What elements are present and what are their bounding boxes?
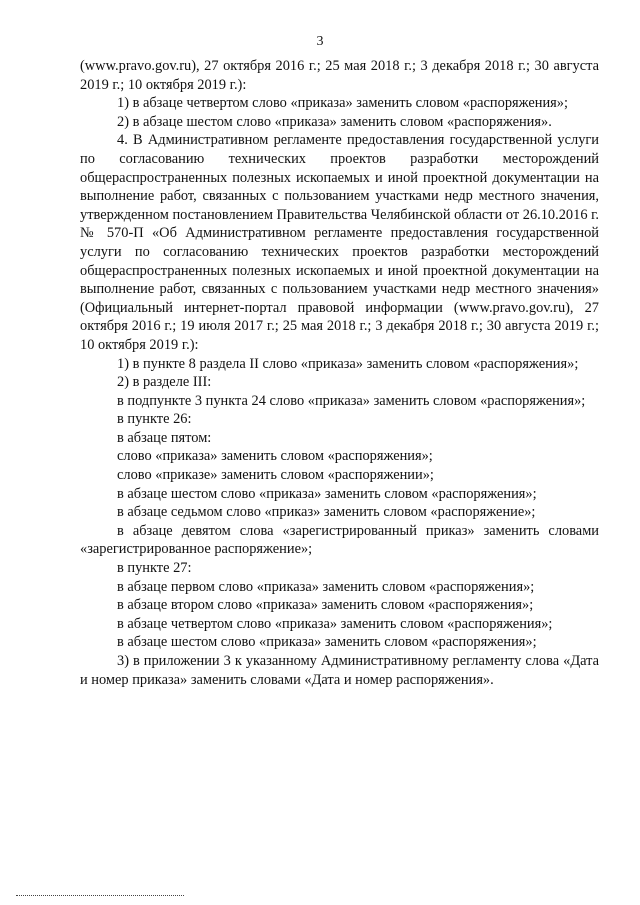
paragraph-03: 2) в абзаце шестом слово «приказа» заменить словом «распоряжения». (117, 113, 552, 130)
paragraph-10: слово «приказа» заменить словом «распоряжения»; (117, 448, 433, 465)
page-number: 3 (316, 34, 324, 49)
paragraph-11: слово «приказе» заменить словом «распоряжении»; (117, 467, 434, 484)
paragraph-02: 1) в абзаце четвертом слово «приказа» заменить словом «распоряжения»; (117, 95, 568, 112)
paragraph-09: в абзаце пятом: (117, 429, 212, 446)
footer-rule (16, 895, 184, 896)
paragraph-14: в абзаце девятом слова «зарегистрированный приказ» заменить словами «зарегистрированное распоряжение»; (80, 522, 599, 558)
paragraph-01: (www.pravo.gov.ru), 27 октября 2016 г.; 25 мая 2018 г.; 3 декабря 2018 г.; 30 августа 2019 г.; 10 октября 2019 г.): (80, 58, 599, 93)
paragraph-16: в абзаце первом слово «приказа» заменить словом «распоряжения»; (117, 578, 535, 595)
document-body (80, 57, 599, 689)
paragraph-17: в абзаце втором слово «приказа» заменить словом «распоряжения»; (117, 597, 534, 614)
paragraph-13: в абзаце седьмом слово «приказ» заменить словом «распоряжение»; (117, 504, 536, 521)
paragraph-19: в абзаце шестом слово «приказа» заменить словом «распоряжения»; (117, 634, 537, 651)
paragraph-20: 3) в приложении 3 к указанному Административному регламенту слова «Дата и номер приказа» заменить словами «Дата и номер распоряжения». (80, 653, 599, 688)
paragraph-04: 4. В Административном регламенте предоставления государственной услуги по согласованию технических проектов разработки месторождений общераспространенных полезных ископаемых и иной проектной документации на выполнение работ, связанных с пользованием участками недр местного значения, утвержденном постановлением Правительства Челябинской области от 26.10.2016 г. № 570-П «Об Административном регламенте предоставления государственной услуги по согласованию технических проектов разработки месторождений общераспространенных полезных ископаемых и иной проектной документации на выполнение работ, связанных с пользованием участками недр местного значения» (Официальный интернет-портал правовой информации (www.pravo.gov.ru), 27 октября 2016 г.; 19 июля 2017 г.; 25 мая 2018 г.; 3 декабря 2018 г.; 30 августа 2019 г.; 10 октября 2019 г.): (80, 132, 599, 353)
paragraph-12: в абзаце шестом слово «приказа» заменить словом «распоряжения»; (117, 485, 537, 502)
paragraph-15: в пункте 27: (117, 560, 192, 577)
paragraph-07: в подпункте 3 пункта 24 слово «приказа» заменить словом «распоряжения»; (117, 392, 586, 409)
paragraph-08: в пункте 26: (117, 411, 192, 428)
paragraph-05: 1) в пункте 8 раздела II слово «приказа» заменить словом «распоряжения»; (117, 355, 579, 372)
paragraph-06: 2) в разделе III: (117, 374, 212, 391)
paragraph-18: в абзаце четвертом слово «приказа» заменить словом «распоряжения»; (117, 615, 553, 632)
